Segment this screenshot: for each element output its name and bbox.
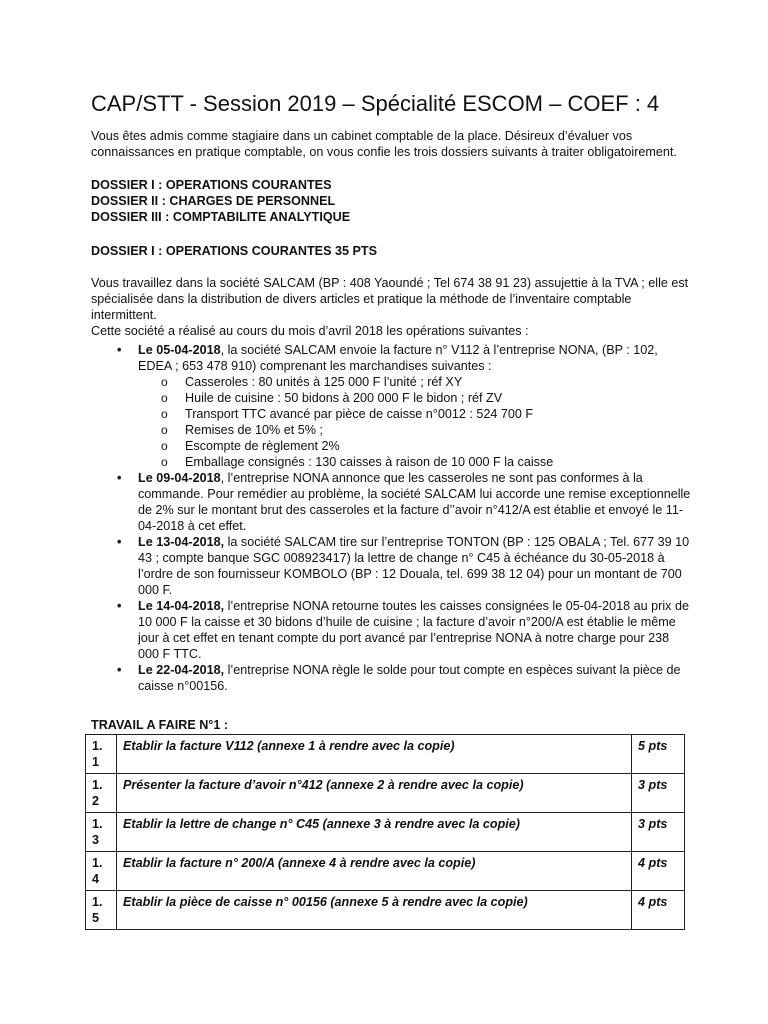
dossier1-heading: DOSSIER I : OPERATIONS COURANTES 35 PTS xyxy=(91,244,377,258)
operation-detail: o Escompte de règlement 2% xyxy=(138,438,691,454)
task-text: Etablir la facture V112 (annexe 1 à rendre avec la copie) xyxy=(117,735,632,774)
table-row xyxy=(86,813,685,852)
operation-text: la société SALCAM tire sur l’entreprise TONTON (BP : 125 OBALA ; Tel. 677 39 10 43 ; compte banque SGC 008923417) la lettre de change n° C45 à échéance du 30-05-2018 à l’ordre de son fournisseur KOMBOLO (BP : 12 Douala, tel. 699 38 12 04) pour un montant de 700 000 F. xyxy=(138,535,690,597)
operation-text: l’entreprise NONA retourne toutes les caisses consignées le 05-04-2018 au prix de 10 000 F la caisse et 30 bidons d’huile de cuisine ; la facture d’avoir n°200/A est établie le même jour à cet effet en tenant compte du port avancé par l’entreprise NONA à notre charge pour 238 000 F TTC. xyxy=(138,599,689,661)
operation-item xyxy=(91,598,691,662)
task-points: 3 pts xyxy=(632,813,685,852)
task-number: 1. 4 xyxy=(86,852,117,891)
page-title: CAP/STT - Session 2019 – Spécialité ESCOM – COEF : 4 xyxy=(91,91,660,116)
context-paragraph: Vous travaillez dans la société SALCAM (BP : 408 Yaoundé ; Tel 674 38 91 23) assujettie à la TVA ; elle est spécialisée dans la distribution de divers articles et pratique la méthode de l’inventaire comptable intermittent. xyxy=(91,276,689,322)
task-text: Etablir la pièce de caisse n° 00156 (annexe 5 à rendre avec la copie) xyxy=(117,891,632,930)
operation-details xyxy=(138,374,691,470)
travail-heading: TRAVAIL A FAIRE N°1 : xyxy=(91,718,229,732)
dossier-item: DOSSIER II : CHARGES DE PERSONNEL xyxy=(91,194,336,208)
task-text: Etablir la lettre de change n° C45 (annexe 3 à rendre avec la copie) xyxy=(117,813,632,852)
table-row xyxy=(86,891,685,930)
table-row xyxy=(86,852,685,891)
operation-item xyxy=(91,470,691,534)
context-section xyxy=(91,275,691,339)
operation-detail: o Huile de cuisine : 50 bidons à 200 000 F le bidon ; réf ZV xyxy=(138,390,691,406)
operation-date: Le 05-04-2018 xyxy=(138,343,221,357)
task-number: 1. 2 xyxy=(86,774,117,813)
tasks-table xyxy=(85,734,685,930)
task-number: 1. 3 xyxy=(86,813,117,852)
intro-paragraph: Vous êtes admis comme stagiaire dans un cabinet comptable de la place. Désireux d’évaluer vos connaissances en pratique comptable, on vous confie les trois dossiers suivants à traiter obligatoirement. xyxy=(91,129,677,159)
dossier-item: DOSSIER III : COMPTABILITE ANALYTIQUE xyxy=(91,210,351,224)
dossier-item: DOSSIER I : OPERATIONS COURANTES xyxy=(91,178,332,192)
task-text: Etablir la facture n° 200/A (annexe 4 à rendre avec la copie) xyxy=(117,852,632,891)
context-paragraph: Cette société a réalisé au cours du mois d’avril 2018 les opérations suivantes : xyxy=(91,324,529,338)
operation-detail: o Remises de 10% et 5% ; xyxy=(138,422,691,438)
operation-date: Le 13-04-2018, xyxy=(138,535,225,549)
dossier-list xyxy=(91,177,691,225)
operation-item xyxy=(91,342,691,470)
operation-text: , la société SALCAM envoie la facture n° V112 à l’entreprise NONA, (BP : 102, EDEA ; 653 478 910) comprenant les marchandises suivantes : xyxy=(138,343,658,373)
operations-list xyxy=(91,342,691,694)
task-points: 5 pts xyxy=(632,735,685,774)
task-number: 1. 5 xyxy=(86,891,117,930)
task-points: 4 pts xyxy=(632,891,685,930)
operation-text: , l’entreprise NONA annonce que les casseroles ne sont pas conformes à la commande. Pour remédier au problème, la société SALCAM lui accorde une remise exceptionnelle de 2% sur le montant brut des casseroles et la facture d’’avoir n°412/A est établie et envoyé le 11-04-2018 à cet effet. xyxy=(138,471,691,533)
task-points: 3 pts xyxy=(632,774,685,813)
operation-detail: o Transport TTC avancé par pièce de caisse n°0012 : 524 700 F xyxy=(138,406,691,422)
table-row xyxy=(86,735,685,774)
operation-date: Le 09-04-2018 xyxy=(138,471,221,485)
operation-item xyxy=(91,662,691,694)
operation-item xyxy=(91,534,691,598)
operation-detail: o Emballage consignés : 130 caisses à raison de 10 000 F la caisse xyxy=(138,454,691,470)
task-points: 4 pts xyxy=(632,852,685,891)
operation-date: Le 22-04-2018, xyxy=(138,663,225,677)
table-row xyxy=(86,774,685,813)
task-text: Présenter la facture d’avoir n°412 (annexe 2 à rendre avec la copie) xyxy=(117,774,632,813)
operation-text: l’entreprise NONA règle le solde pour tout compte en espèces suivant la pièce de caisse n°00156. xyxy=(138,663,681,693)
task-number: 1. 1 xyxy=(86,735,117,774)
operation-detail: o Casseroles : 80 unités à 125 000 F l’unité ; réf XY xyxy=(138,374,691,390)
operation-date: Le 14-04-2018, xyxy=(138,599,225,613)
